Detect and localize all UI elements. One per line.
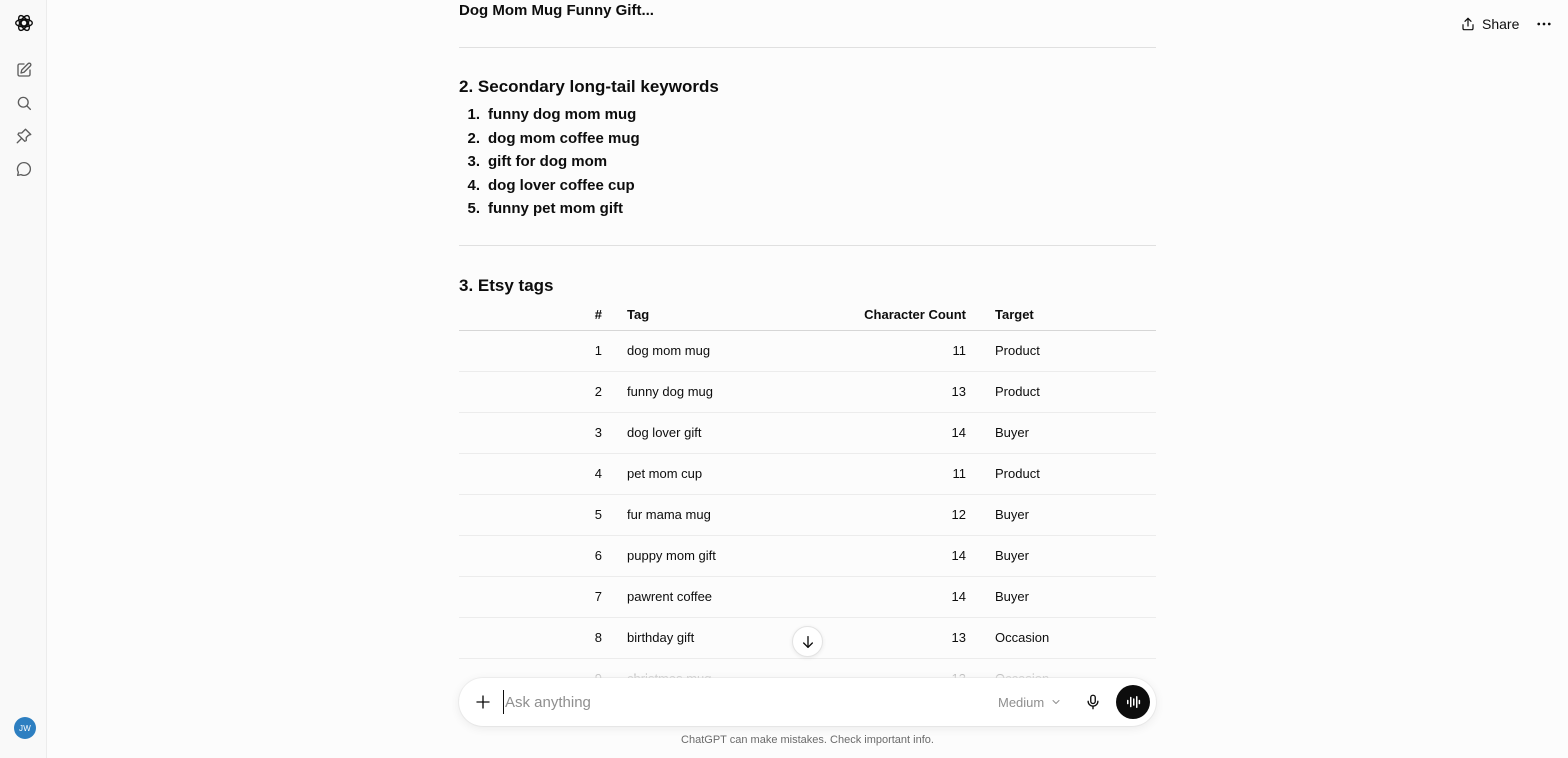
more-options-icon[interactable] <box>1532 12 1556 36</box>
table-cell: 1 <box>459 330 606 371</box>
table-row <box>459 453 1156 494</box>
section-heading-keywords: 2. Secondary long-tail keywords <box>459 77 719 96</box>
prompt-input[interactable] <box>503 690 963 714</box>
table-cell: Buyer <box>970 412 1156 453</box>
table-cell: 2 <box>459 371 606 412</box>
model-selector[interactable] <box>998 692 1062 712</box>
table-header-row <box>459 300 1156 330</box>
search-icon[interactable] <box>12 91 36 115</box>
table-row <box>459 330 1156 371</box>
openai-logo-icon[interactable] <box>12 11 36 35</box>
table-cell: dog lover gift <box>606 412 756 453</box>
chevron-down-icon <box>1050 696 1062 708</box>
table-cell: 6 <box>459 535 606 576</box>
table-cell: pawrent coffee <box>606 576 756 617</box>
table-cell: Product <box>970 330 1156 371</box>
table-row <box>459 494 1156 535</box>
table-cell: Occasion <box>970 617 1156 658</box>
column-header: Tag <box>606 300 756 330</box>
composer <box>459 678 1156 726</box>
table-cell: funny dog mug <box>606 371 756 412</box>
microphone-icon[interactable] <box>1081 690 1105 714</box>
table-cell: dog mom mug <box>606 330 756 371</box>
table-row <box>459 535 1156 576</box>
table-cell: pet mom cup <box>606 453 756 494</box>
chat-bubble-icon[interactable] <box>12 157 36 181</box>
voice-mode-button[interactable] <box>1116 685 1150 719</box>
list-item: 3. gift for dog mom <box>467 153 608 171</box>
table-cell: 11 <box>756 453 970 494</box>
list-item: 4. dog lover coffee cup <box>467 176 635 194</box>
table-cell: 11 <box>756 330 970 371</box>
table-cell: birthday gift <box>606 617 756 658</box>
content-fade <box>459 658 1156 680</box>
table-row <box>459 371 1156 412</box>
table-cell: 13 <box>756 617 970 658</box>
list-item: 1. funny dog mom mug <box>467 106 637 124</box>
arrow-down-icon <box>800 634 816 650</box>
table-cell: 8 <box>459 617 606 658</box>
table-cell: Buyer <box>970 576 1156 617</box>
column-header: Character Count <box>756 300 970 330</box>
list-item: 5. funny pet mom gift <box>467 200 623 218</box>
table-cell: Product <box>970 453 1156 494</box>
share-icon <box>1460 16 1476 32</box>
sidebar <box>0 0 47 758</box>
truncated-title: Dog Mom Mug Funny Gift... <box>459 2 654 19</box>
share-button[interactable] <box>1452 11 1527 37</box>
pin-icon[interactable] <box>12 124 36 148</box>
disclaimer-text: ChatGPT can make mistakes. Check important info. <box>681 734 934 746</box>
waveform-icon <box>1124 693 1142 711</box>
table-cell: 12 <box>756 494 970 535</box>
table-cell: fur mama mug <box>606 494 756 535</box>
table-cell: 5 <box>459 494 606 535</box>
divider <box>459 47 1156 48</box>
table-row <box>459 412 1156 453</box>
table-cell: 14 <box>756 535 970 576</box>
table-cell: Buyer <box>970 494 1156 535</box>
table-cell: 13 <box>756 371 970 412</box>
table-cell: 14 <box>756 576 970 617</box>
plus-icon[interactable] <box>471 690 495 714</box>
list-item: 2. dog mom coffee mug <box>467 129 640 147</box>
column-header: Target <box>970 300 1156 330</box>
section-heading-etsy-tags: 3. Etsy tags <box>459 276 554 295</box>
table-cell: 14 <box>756 412 970 453</box>
table-cell: Product <box>970 371 1156 412</box>
column-header: # <box>459 300 606 330</box>
table-cell: puppy mom gift <box>606 535 756 576</box>
table-cell: 7 <box>459 576 606 617</box>
share-label: Share <box>1482 16 1520 32</box>
model-selector-label: Medium <box>998 694 1045 710</box>
table-row <box>459 576 1156 617</box>
divider <box>459 245 1156 246</box>
avatar[interactable]: JW <box>14 717 36 739</box>
table-cell: 4 <box>459 453 606 494</box>
new-chat-icon[interactable] <box>12 58 36 82</box>
scroll-to-bottom-button[interactable] <box>792 626 823 657</box>
table-cell: 3 <box>459 412 606 453</box>
table-cell: Buyer <box>970 535 1156 576</box>
keyword-list <box>459 103 640 221</box>
